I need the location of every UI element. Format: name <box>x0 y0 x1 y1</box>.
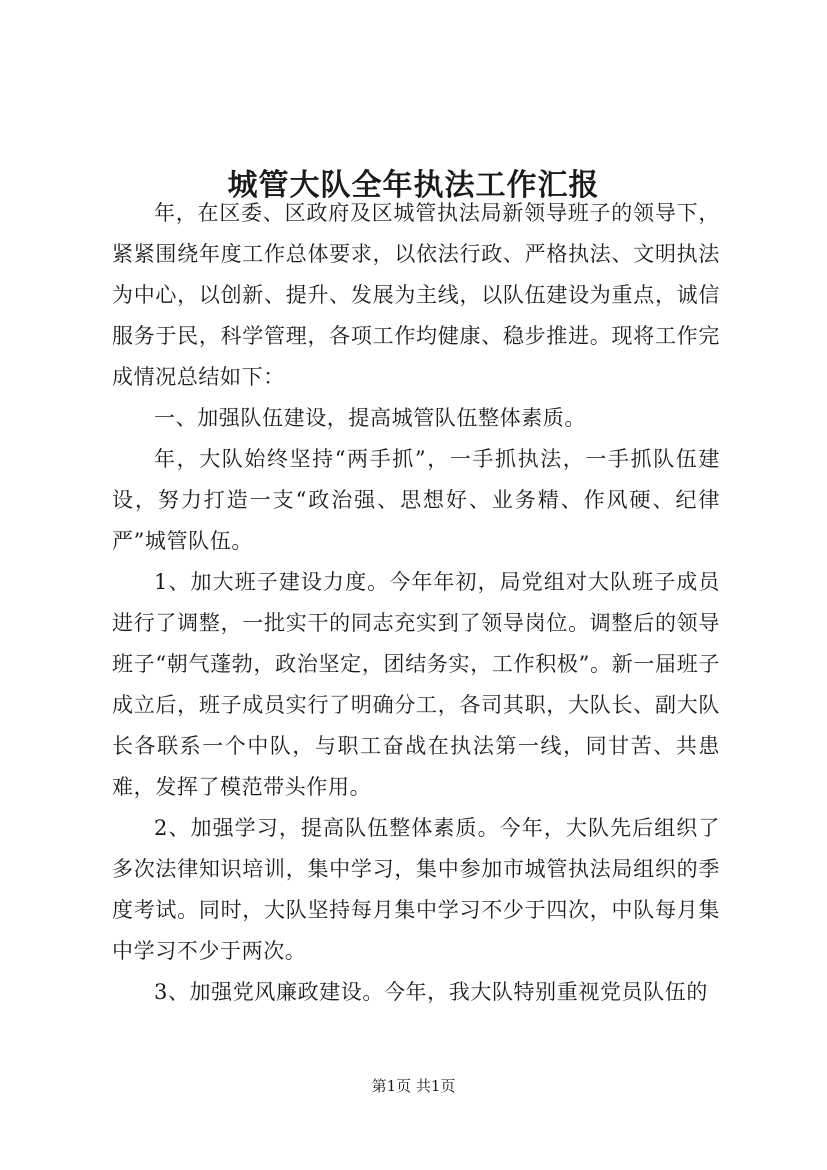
document-title: 城管大队全年执法工作汇报 <box>227 168 600 204</box>
paragraph-intro: 年，在区委、区政府及区城管执法局新领导班子的领导下，紧紧围绕年度工作总体要求，以依法行政、严格执法、文明执法为中心，以创新、提升、发展为主线，以队伍建设为重点，诚信服务于民，科学管理，各项工作均健康、稳步推进。现将工作完成情况总结如下： <box>112 201 720 389</box>
paragraph-study: 2、加强学习，提高队伍整体素质。今年，大队先后组织了多次法律知识培训，集中学习，集中参加市城管执法局组织的季度考试。同时，大队坚持每月集中学习不少于四次，中队每月集中学习不少于两次。 <box>112 816 720 963</box>
document-body <box>112 193 720 1013</box>
paragraph-leadership: 1、加大班子建设力度。今年年初，局党组对大队班子成员进行了调整，一批实干的同志充实到了领导岗位。调整后的领导班子“朝气蓬勃，政治坚定，团结务实，工作积极”。新一届班子成立后，班子成员实行了明确分工，各司其职，大队长、副大队长各联系一个中队，与职工奋战在执法第一线，同甘苦、共患难，发挥了模范带头作用。 <box>112 570 720 799</box>
paragraph-team-building: 年，大队始终坚持“两手抓”，一手抓执法，一手抓队伍建设，努力打造一支“政治强、思想好、业务精、作风硬、纪律严”城管队伍。 <box>112 447 720 553</box>
paragraph-integrity: 3、加强党风廉政建设。今年，我大队特别重视党员队伍的 <box>154 980 708 1004</box>
section-heading-1: 一、加强队伍建设，提高城管队伍整体素质。 <box>154 406 586 430</box>
page-footer: 第1页 共1页 <box>371 1077 456 1095</box>
